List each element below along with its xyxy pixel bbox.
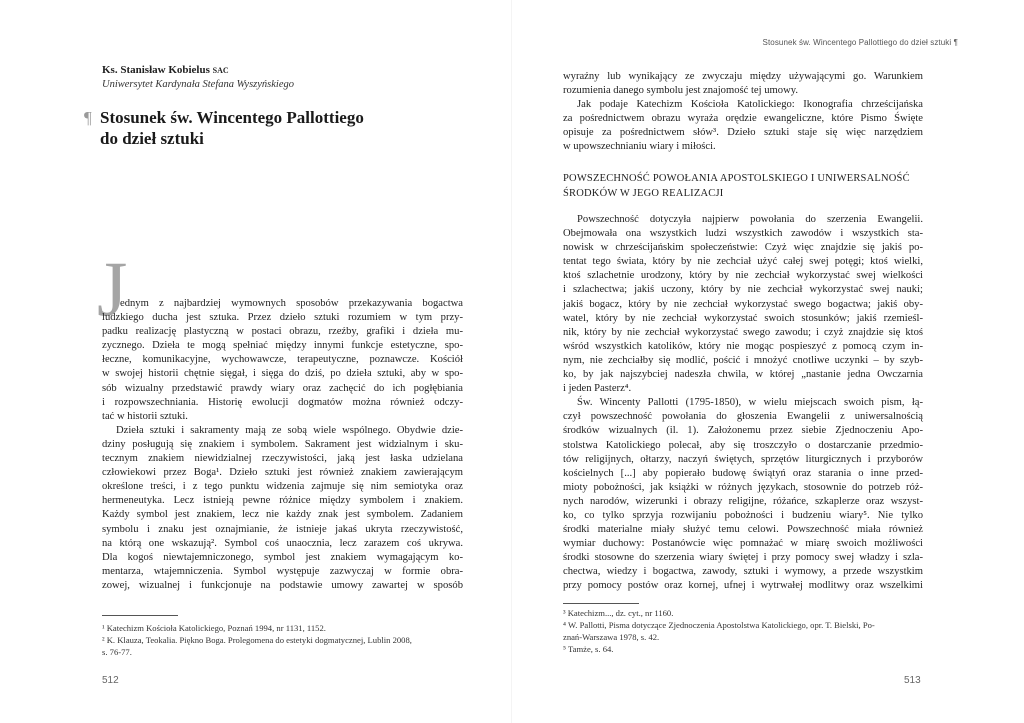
body-line: Obejmowała ona wszystkich ludzi wszystkich zawodów i wszystkich sta- xyxy=(563,228,923,240)
right-footnotes xyxy=(563,607,923,655)
body-line: mentarza, wtajemniczenia. Symbol występuje zazwyczaj w formie obra- xyxy=(102,565,463,577)
dropcap-letter: J xyxy=(97,245,128,332)
body-line: tów religijnych, ołtarzy, naczyń świętych, sprzętów liturgicznych i przyborów xyxy=(563,453,923,465)
body-line: łeczne, komunikacyjne, wychowawcze, terapeutyczne, poznawcze. Kościół xyxy=(102,354,463,366)
body-line: i jeden Pasterz⁴. xyxy=(563,383,632,395)
body-line: dziny posługują się znakiem i symbolem. Sakrament jest widzialnym i sku- xyxy=(102,438,463,450)
footnote-rule xyxy=(563,603,639,604)
body-line: nik, który by nie zechciał wykorzystać swego zawodu; i czyż znajdzie się ktoś xyxy=(563,326,923,338)
body-line: Jak podaje Katechizm Kościoła Katolickiego: Ikonografia chrześcijańska xyxy=(577,99,923,111)
body-line: watel, który by nie zechciał wykorzystać swoich stosunków; jakiś rzemieśl- xyxy=(563,312,923,324)
body-line: wyraźny lub wynikający ze zwyczaju między używającymi go. Warunkiem xyxy=(563,71,923,82)
body-line: chectwa, wiedzy i bogactwa, zawody, sztuki i wymowy, a przede wszystkim xyxy=(563,566,923,578)
body-line: Powszechność dotyczyła najpierw powołania do szerzenia Ewangelii. xyxy=(577,214,923,225)
right-body-top xyxy=(563,70,923,155)
body-line: środków wizualnych (il. 1). Założonemu przez siebie Zjednoczeniu Apo- xyxy=(563,425,923,437)
body-line: i rozpowszechniania. Historię ewolucji dogmatów można również odczy- xyxy=(102,396,463,408)
left-footnotes xyxy=(102,622,464,658)
body-line: tecznym znakiem niewidzialnej rzeczywistości, jaką jest łaska udzielana xyxy=(102,453,463,465)
body-line: wśród wszystkich katolików, który nie mogąc pospieszyć z pomocą czym in- xyxy=(563,340,923,352)
footnote: ³ Katechizm..., dz. cyt., nr 1160. xyxy=(563,608,674,618)
section-heading-line: POWSZECHNOŚĆ POWOŁANIA APOSTOLSKIEGO I UNIWERSALNOŚĆ xyxy=(563,173,910,184)
body-line: Każdy symbol jest znakiem, lecz nie każdy znak jest symbolem. Zadaniem xyxy=(102,509,463,521)
title-line-1: Stosunek św. Wincentego Pallottiego xyxy=(100,108,364,127)
title-line-2: do dzieł sztuki xyxy=(100,129,204,148)
footnote: ¹ Katechizm Kościoła Katolickiego, Poznań 1994, nr 1131, 1152. xyxy=(102,623,326,633)
footnote: ² K. Klauza, Teokalia. Piękno Boga. Prolegomena do estetyki dogmatycznej, Lublin 2008, xyxy=(102,635,412,645)
body-line: ludzkiego ducha jest sztuka. Przez dzieło sztuki rozumiem w tym przy- xyxy=(102,312,463,324)
body-line: stolstwa Katolickiego polecał, aby się troszczyło o dostarczanie przedmio- xyxy=(563,439,923,451)
footnote: ⁵ Tamże, s. 64. xyxy=(563,644,614,654)
body-line: nym, nie zechciałby się modlić, pościć i mnożyć cnotliwe uczynki – by szyb- xyxy=(563,354,923,366)
body-line: określone treści, i z tego punktu widzenia zajmuje się nim semiotyka oraz xyxy=(102,481,463,493)
body-line: Św. Wincenty Pallotti (1795-1850), w wielu miejscach swoich pism, łą- xyxy=(577,397,923,409)
body-line: kościelnych [...] aby popierało budowę świątyń oraz starania o inne przed- xyxy=(563,467,923,479)
body-line: zowej, wizualnej i funkcjonuje na podstawie umowy zawartej w sposób xyxy=(102,579,463,591)
footnote: s. 76-77. xyxy=(102,647,132,657)
body-line: tentat tego świata, który by nie zechciał użyć całej swej potęgi; ktoś wielki, xyxy=(563,256,923,268)
body-line: hermeneutyka. Lecz istnieją pewne różnice między symbolem i znakiem. xyxy=(102,495,463,507)
body-line: rozumienia danego symbolu jest znajomość tej umowy. xyxy=(563,85,798,97)
body-line: ko, co tylko sprzyja rozwijaniu pobożności i budzeniu wiary⁵. Nie tylko xyxy=(563,509,923,521)
body-line: jakiś bogacz, który by nie zechciał wykorzystać swego bogactwa; jakiś oby- xyxy=(563,298,923,310)
body-line: środki stosowne do szerzenia wiary świętej i przy pomocy swej władzy i szla- xyxy=(563,552,923,564)
body-line: przy pomocy postów oraz kornej, ufnej i wytrwałej modlitwy oraz wszelkimi xyxy=(563,580,923,592)
page-number-right: 513 xyxy=(904,675,921,686)
footnote-rule xyxy=(102,615,178,616)
footnote: znań-Warszawa 1978, s. 42. xyxy=(563,632,660,642)
body-line: padku realizację plastyczną w postaci obrazu, rzeźby, grafiki i dzieła mu- xyxy=(102,326,463,338)
pilcrow-icon: ¶ xyxy=(84,108,92,127)
body-line: nych narodów, wizerunki i obrazy religijne, różańce, szkaplerze oraz wszyst- xyxy=(563,495,923,507)
right-body-main xyxy=(563,213,923,594)
body-line: tać w historii sztuki. xyxy=(102,410,188,422)
page-number-left: 512 xyxy=(102,675,119,686)
section-heading-line: ŚRODKÓW W JEGO REALIZACJI xyxy=(563,188,724,199)
body-line: w upowszechnianiu wiary i miłości. xyxy=(563,141,716,153)
body-line: wymiar duchowy: Postanówcie więc pomnażać w miarę swoich możliwości xyxy=(563,538,923,550)
footnote: ⁴ W. Pallotti, Pisma dotyczące Zjednoczenia Apostolstwa Katolickiego, opr. T. Bielski, Po- xyxy=(563,620,875,630)
left-body-text xyxy=(102,297,463,593)
body-line: Dzieła sztuki i sakramenty mają ze sobą wiele wspólnego. Obydwie dzie- xyxy=(116,424,463,436)
body-line: człowiekowi przez Boga¹. Dzieło sztuki jest również znakiem zawierającym xyxy=(102,467,463,479)
body-line: sób wizualny przedstawić prawdy wiary oraz zachęcić do ich pogłębiania xyxy=(102,382,463,394)
running-head: Stosunek św. Wincentego Pallottiego do dzieł sztuki ¶ xyxy=(762,38,958,47)
body-line: na którą one wskazują². Symbol coś unaocznia, lecz zarazem coś ukrywa. xyxy=(102,537,463,549)
body-line: za pośrednictwem obrazu wyraża orędzie ewangeliczne, które Pismo Święte xyxy=(563,113,923,125)
author-name-text: Ks. Stanisław Kobielus xyxy=(102,64,210,76)
body-line: symbolu i znaku jest oznajmianie, że istnieje jakaś ukryta rzeczywistość, xyxy=(102,523,463,535)
article-title xyxy=(84,107,424,149)
body-line: w swojej historii chętnie sięgał, i sięga do dziś, po dzieła sztuki, aby w spo- xyxy=(102,368,463,380)
body-line: opisuje za pośrednictwem słów³. Dzieło sztuki staje się więc narzędziem xyxy=(563,127,923,139)
body-line: ko, by jak najszybciej nadeszła chwila, w której „nastanie jedna Owczarnia xyxy=(563,369,923,381)
section-heading xyxy=(563,171,923,201)
body-line: i szlachectwa; jakiś uczony, który by nie zechciał wykorzystać swej nauki; xyxy=(563,284,923,296)
body-line: środki materialne miały służyć temu celowi. Powszechność miała również xyxy=(563,524,923,536)
body-line: ktoś szlachetnie urodzony, który by nie zechciał wykorzystać swej wielkości xyxy=(563,270,923,282)
body-line: Dla kogoś niewtajemniczonego, symbol jest znakiem wymagającym ko- xyxy=(102,551,463,563)
body-line: mioty pobożności, jak książki w różnych językach, stosownie do potrzeb róż- xyxy=(563,481,923,493)
body-line: zycznego. Dzieła te mogą spełniać między innymi funkcje estetyczne, spo- xyxy=(102,340,463,352)
author-name xyxy=(102,64,229,76)
body-line: czył powszechność powołania do głoszenia Ewangelii z uniwersalnością xyxy=(563,411,923,423)
author-affiliation: Uniwersytet Kardynała Stefana Wyszyńskiego xyxy=(102,79,294,90)
body-line: ednym z najbardziej wymownych sposobów przekazywania bogactwa xyxy=(120,298,463,309)
body-line: nowisk w chrześcijańskim społeczeństwie: Czyż więc znajdzie się jakiś po- xyxy=(563,242,923,254)
author-suffix: SAC xyxy=(212,66,229,75)
